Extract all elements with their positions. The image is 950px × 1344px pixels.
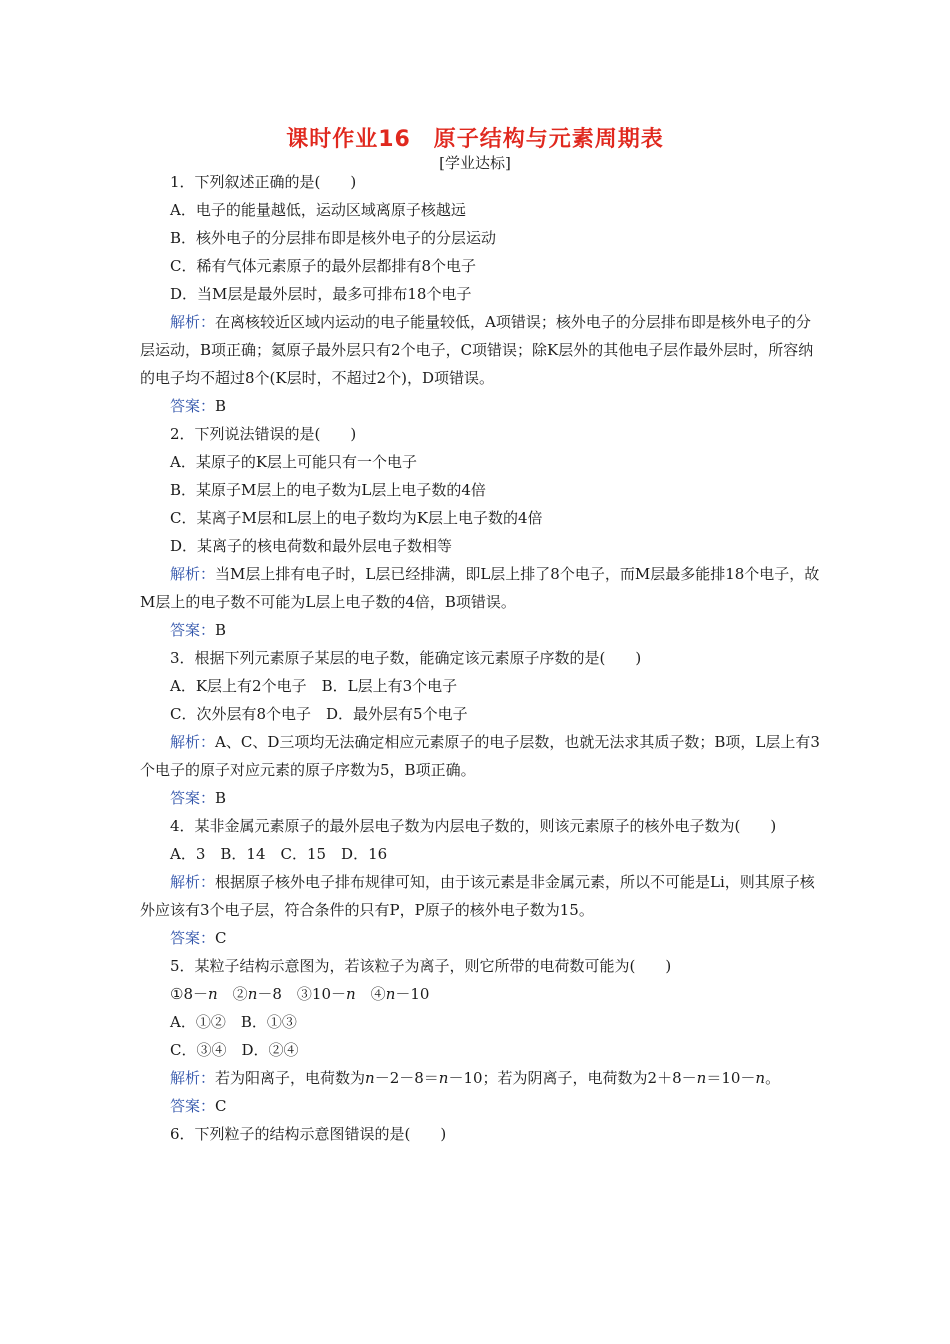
question-3-analysis [140, 728, 824, 784]
item-variable: n [247, 985, 258, 1003]
question-2-option-a: A．某原子的K层上可能只有一个电子 [170, 453, 418, 471]
item-text: －8 [257, 985, 282, 1003]
analysis-label: 解析： [170, 733, 216, 751]
question-1-option-a: A．电子的能量越低，运动区域离原子核越远 [170, 201, 466, 219]
question-5-stem: 5．某粒子结构示意图为，若该粒子为离子，则它所带的电荷数可能为( ) [170, 957, 672, 975]
analysis-label: 解析： [170, 1069, 216, 1087]
analysis-text: ＝10－ [706, 1069, 756, 1087]
analysis-variable: n [696, 1069, 707, 1087]
analysis-variable: n [365, 1069, 375, 1087]
question-1-option-c: C．稀有气体元素原子的最外层都排有8个电子 [170, 257, 477, 275]
analysis-text: A、C、D三项均无法确定相应元素原子的电子层数，也就无法求其质子数；B项，L层上有3个电子的原子对应元素的原子序数为5，B项正确。 [140, 733, 820, 779]
analysis-label: 解析： [170, 873, 216, 891]
question-4-stem: 4．某非金属元素原子的最外层电子数为内层电子数的，则该元素原子的核外电子数为( ) [170, 817, 777, 835]
question-2-stem: 2．下列说法错误的是( ) [170, 425, 357, 443]
question-2-answer [140, 616, 824, 644]
analysis-text: －10；若为阴离子，电荷数为2＋8－ [448, 1069, 697, 1087]
analysis-text: 当M层上排有电子时，L层已经排满，即L层上排了8个电子，而M层最多能排18个电子，故M层上的电子数不可能为L层上电子数的4倍，B项错误。 [140, 565, 820, 611]
question-5-analysis [140, 1064, 824, 1092]
item-text: ①8－ [170, 985, 208, 1003]
question-4-options: A．3 B．14 C．15 D．16 [170, 845, 388, 863]
answer-value: B [215, 789, 227, 807]
answer-value: C [215, 929, 227, 947]
question-3-stem: 3．根据下列元素原子某层的电子数，能确定该元素原子序数的是( ) [170, 649, 642, 667]
question-1-option-b: B．核外电子的分层排布即是核外电子的分层运动 [170, 229, 497, 247]
question-5-answer [140, 1092, 824, 1120]
answer-value: C [215, 1097, 227, 1115]
question-5-options-ab: A．①② B．①③ [170, 1013, 297, 1031]
analysis-text: －2－8＝ [374, 1069, 439, 1087]
question-1-stem: 1．下列叙述正确的是( ) [170, 173, 357, 191]
item-variable: n [208, 985, 218, 1003]
item-variable: n [346, 985, 356, 1003]
question-2-option-b: B．某原子M层上的电子数为L层上电子数的4倍 [170, 481, 486, 499]
question-2-option-c: C．某离子M层和L层上的电子数均为K层上电子数的4倍 [170, 509, 543, 527]
analysis-text: 若为阳离子，电荷数为 [215, 1069, 366, 1087]
question-3-options-ab: A．K层上有2个电子 B．L层上有3个电子 [170, 677, 458, 695]
document-body [140, 168, 824, 1148]
item-variable: n [385, 985, 396, 1003]
analysis-text: 在离核较近区域内运动的电子能量较低，A项错误；核外电子的分层排布即是核外电子的分层运动，B项正确；氦原子最外层只有2个电子，C项错误；除K层外的其他电子层作最外层时，所容纳的电子均不超过8个(K层时，不超过2个)，D项错误。 [140, 313, 814, 387]
question-3-options-cd: C．次外层有8个电子 D．最外层有5个电子 [170, 705, 468, 723]
question-2-option-d: D．某离子的核电荷数和最外层电子数相等 [170, 537, 453, 555]
analysis-text: 。 [765, 1069, 781, 1087]
answer-label: 答案： [170, 1097, 216, 1115]
answer-value: B [215, 621, 227, 639]
item-text: ③10－ [281, 985, 346, 1003]
analysis-label: 解析： [170, 313, 216, 331]
item-text: ② [217, 985, 248, 1003]
analysis-label: 解析： [170, 565, 216, 583]
page-title: 课时作业16 原子结构与元素周期表 [286, 127, 664, 152]
question-1-answer [140, 392, 824, 420]
analysis-variable: n [755, 1069, 766, 1087]
answer-label: 答案： [170, 929, 216, 947]
question-6-stem: 6．下列粒子的结构示意图错误的是( ) [170, 1125, 447, 1143]
section-subtitle: [学业达标] [439, 154, 511, 172]
question-3-answer [140, 784, 824, 812]
item-text: ④ [355, 985, 386, 1003]
analysis-variable: n [438, 1069, 449, 1087]
question-4-analysis [140, 868, 824, 924]
question-2-analysis [140, 560, 824, 616]
question-1-analysis [140, 308, 824, 392]
answer-label: 答案： [170, 397, 216, 415]
question-1-option-d: D．当M层是最外层时，最多可排布18个电子 [170, 285, 472, 303]
item-text: －10 [395, 985, 430, 1003]
answer-value: B [215, 397, 227, 415]
answer-label: 答案： [170, 789, 216, 807]
answer-label: 答案： [170, 621, 216, 639]
analysis-text: 根据原子核外电子排布规律可知，由于该元素是非金属元素，所以不可能是Li，则其原子核外应该有3个电子层，符合条件的只有P，P原子的核外电子数为15。 [140, 873, 815, 919]
question-5-items [140, 980, 824, 1008]
question-5-options-cd: C．③④ D．②④ [170, 1041, 299, 1059]
question-4-answer [140, 924, 824, 952]
